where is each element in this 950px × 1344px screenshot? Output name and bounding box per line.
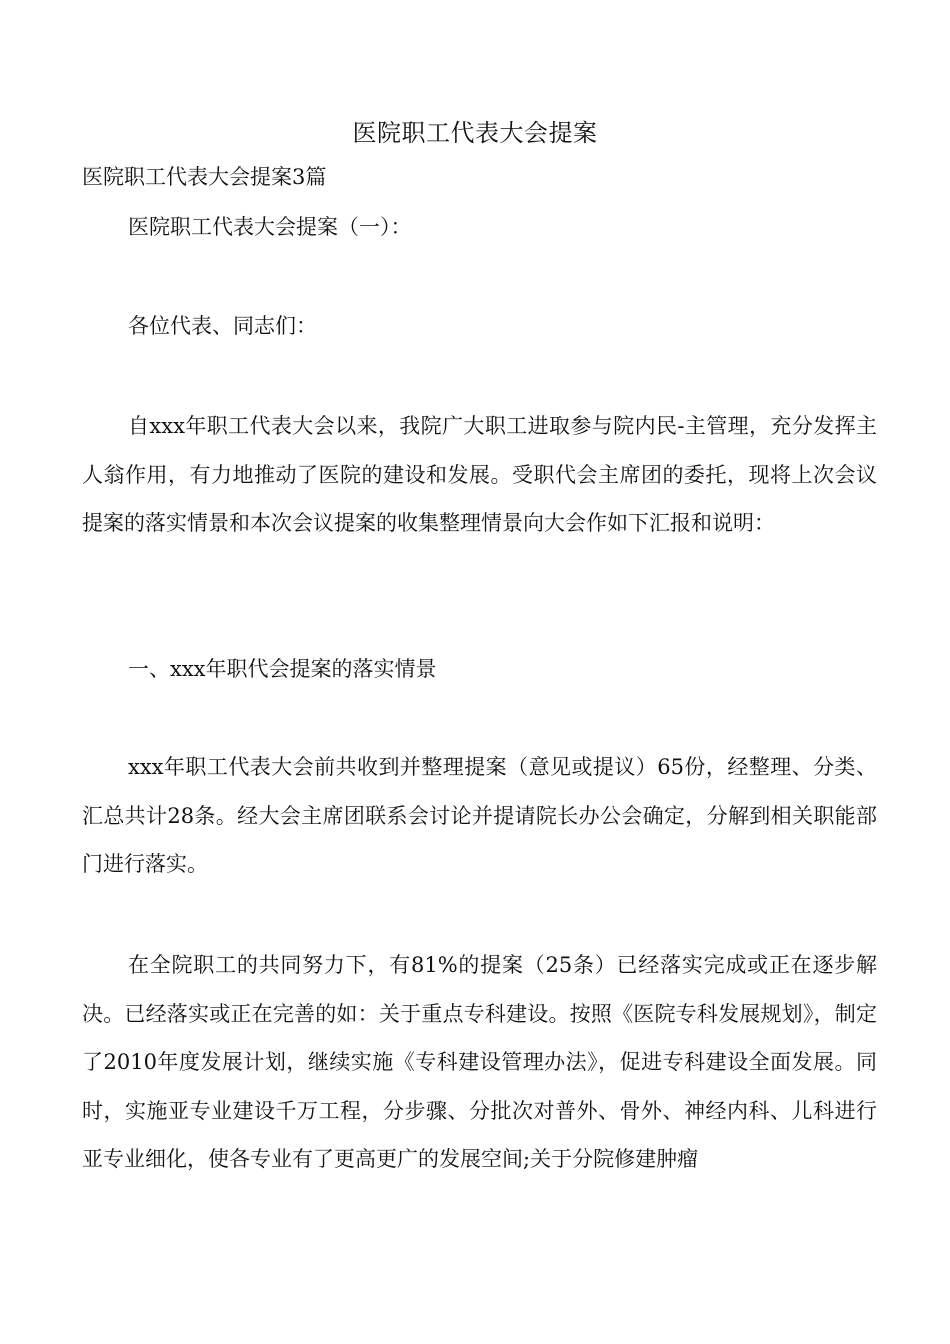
document-subtitle: 医院职工代表大会提案3篇 [82,165,327,189]
paragraph-proposals-count: xxx年职工代表大会前共收到并整理提案（意见或提议）65份，经整理、分类、汇总共计28条。经大会主席团联系会讨论并提请院长办公会确定，分解到相关职能部门进行落实。 [82,755,877,876]
greeting-line: 各位代表、同志们： [128,314,317,338]
paragraph-progress: 在全院职工的共同努力下，有81%的提案（25条）已经落实完成或正在逐步解决。已经落实或正在完善的如：关于重点专科建设。按照《医院专科发展规划》，制定了2010年度发展计划，继续实施《专科建设管理办法》，促进专科建设全面发展。同时，实施亚专业建设千万工程，分步骤、分批次对普外、骨外、神经内科、儿科进行亚专业细化，使各专业有了更高更广的发展空间;关于分院修建肿瘤 [82,953,877,1171]
heading-implementation: 一、xxx年职代会提案的落实情景 [128,657,437,681]
paragraph-intro: 自xxx年职工代表大会以来，我院广大职工进取参与院内民-主管理，充分发挥主人翁作用，有力地推动了医院的建设和发展。受职代会主席团的委托，现将上次会议提案的落实情景和本次会议提案的收集整理情景向大会作如下汇报和说明： [82,414,877,535]
document-title: 医院职工代表大会提案 [352,119,598,147]
section-title: 医院职工代表大会提案（一）： [128,215,412,239]
